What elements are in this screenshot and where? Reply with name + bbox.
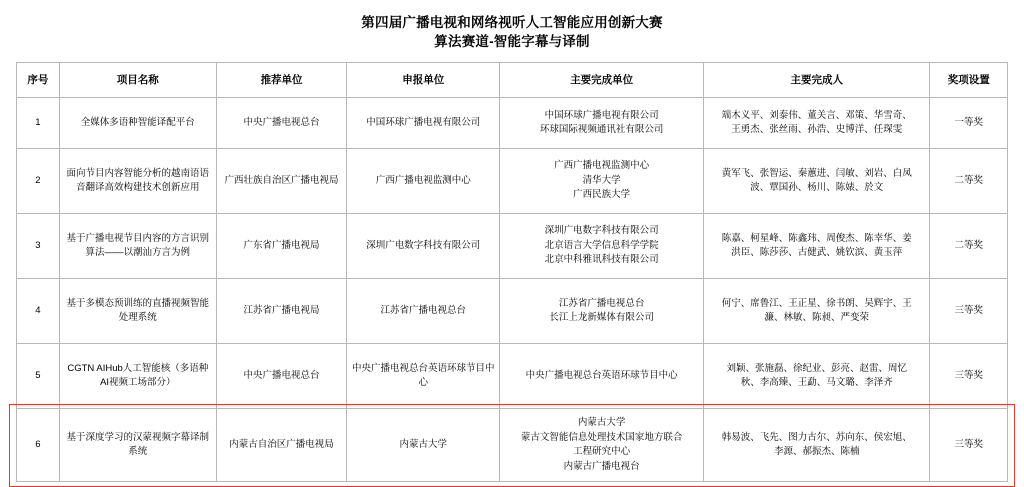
- cell-project: 全媒体多语种智能译配平台: [59, 98, 216, 149]
- unit-line: 长江上龙新媒体有限公司: [549, 312, 654, 323]
- title-line-1: 第四届广播电视和网络视听人工智能应用创新大赛: [361, 15, 663, 30]
- cell-people: [704, 149, 930, 214]
- cell-index: 5: [17, 344, 60, 409]
- cell-project: CGTN AIHub人工智能核（多语种AI视频工场部分）: [59, 344, 216, 409]
- unit-line: 中国环球广播电视有限公司: [544, 109, 659, 121]
- title-line-2: 算法赛道-智能字幕与译制: [434, 34, 590, 49]
- cell-people: [704, 409, 930, 482]
- cell-recommender: 中央广播电视总台: [216, 344, 347, 409]
- column-header-award: 奖项设置: [930, 63, 1008, 98]
- cell-project: 面向节目内容智能分析的越南语语音翻译高效构建技术创新应用: [59, 149, 216, 214]
- people-line: 洪臣、陈莎莎、古健武、姚钦滨、黄玉萍: [731, 247, 903, 258]
- column-header-units: 主要完成单位: [500, 63, 704, 98]
- cell-award: 二等奖: [930, 214, 1008, 279]
- cell-recommender: 广西壮族自治区广播电视局: [216, 149, 347, 214]
- cell-units: [500, 214, 704, 279]
- cell-people: [704, 279, 930, 344]
- column-header-project: 项目名称: [59, 63, 216, 98]
- column-header-people: 主要完成人: [704, 63, 930, 98]
- unit-line: 北京语言大学信息科学学院: [544, 239, 659, 251]
- cell-project: 基于广播电视节目内容的方言识别算法——以潮汕方言为例: [59, 214, 216, 279]
- people-line: 濂、林敏、陈昶、严变荣: [764, 312, 870, 323]
- cell-applicant: 内蒙古大学: [347, 409, 500, 482]
- cell-award: 三等奖: [930, 344, 1008, 409]
- people-line: 端木义平、刘泰伟、董关言、邓策、华雪奇、: [721, 109, 912, 121]
- people-line: 李源、郝振杰、陈楠: [774, 446, 860, 457]
- table-row: [17, 149, 1008, 214]
- award-table-wrap: [16, 62, 1008, 482]
- unit-line: 广西广播电视监测中心: [554, 160, 650, 172]
- cell-applicant: 江苏省广播电视总台: [347, 279, 500, 344]
- cell-award: 一等奖: [930, 98, 1008, 149]
- table-row: [17, 279, 1008, 344]
- column-header-recommender: 推荐单位: [216, 63, 347, 98]
- cell-award: 三等奖: [930, 409, 1008, 482]
- unit-line: 广西民族大学: [573, 189, 631, 201]
- unit-line: 江苏省广播电视总台: [558, 297, 645, 309]
- people-line: 秋、李高臻、王勐、马文璐、李泽齐: [740, 377, 893, 388]
- unit-line: 北京中科雅讯科技有限公司: [544, 254, 659, 266]
- people-line: 韩易波、飞先、图力古尔、苏向东、侯宏旭、: [721, 431, 912, 443]
- cell-people: [704, 214, 930, 279]
- table-row: [17, 344, 1008, 409]
- cell-applicant: 深圳广电数字科技有限公司: [347, 214, 500, 279]
- column-header-applicant: 申报单位: [347, 63, 500, 98]
- unit-line: 清华大学: [582, 174, 621, 186]
- award-table: [16, 62, 1008, 482]
- cell-applicant: 中央广播电视总台英语环球节目中心: [347, 344, 500, 409]
- unit-line: 环球国际视频通讯社有限公司: [539, 124, 664, 135]
- cell-recommender: 广东省广播电视局: [216, 214, 347, 279]
- people-line: 何宁、席鲁江、王正星、徐书朗、吴辉宇、王: [721, 297, 912, 309]
- cell-units: [500, 279, 704, 344]
- people-line: 王勇杰、张丝雨、孙浩、史博洋、任琛雯: [731, 124, 903, 135]
- unit-line: 内蒙古广播电视台: [563, 460, 640, 472]
- cell-project: 基于深度学习的汉蒙视频字幕译制系统: [59, 409, 216, 482]
- unit-line: 内蒙古大学: [577, 417, 626, 428]
- cell-units: [500, 98, 704, 149]
- cell-recommender: 中央广播电视总台: [216, 98, 347, 149]
- cell-units: [500, 149, 704, 214]
- unit-line: 深圳广电数字科技有限公司: [544, 225, 659, 237]
- table-row: [17, 214, 1008, 279]
- cell-award: 三等奖: [930, 279, 1008, 344]
- cell-applicant: 中国环球广播电视有限公司: [347, 98, 500, 149]
- cell-units: [500, 409, 704, 482]
- table-row-highlighted: [17, 409, 1008, 482]
- cell-people: [704, 98, 930, 149]
- cell-project: 基于多模态预训练的直播视频智能处理系统: [59, 279, 216, 344]
- cell-recommender: 江苏省广播电视局: [216, 279, 347, 344]
- cell-applicant: 广西广播电视监测中心: [347, 149, 500, 214]
- people-line: 黄军飞、张智运、秦蕙进、闫敏、刘岩、白凤: [721, 167, 912, 179]
- unit-line: 蒙古文智能信息处理技术国家地方联合: [520, 431, 683, 443]
- cell-index: 2: [17, 149, 60, 214]
- cell-units: [500, 344, 704, 409]
- unit-line: 中央广播电视总台英语环球节目中心: [525, 369, 678, 381]
- cell-index: 1: [17, 98, 60, 149]
- cell-index: 6: [17, 409, 60, 482]
- people-line: 陈嘉、柯星峰、陈鑫玮、周俊杰、陈幸华、姜: [721, 232, 912, 244]
- cell-people: [704, 344, 930, 409]
- document-title: [0, 0, 1024, 51]
- unit-line: 工程研究中心: [573, 446, 631, 457]
- cell-index: 3: [17, 214, 60, 279]
- cell-index: 4: [17, 279, 60, 344]
- people-line: 波、覃国孙、杨川、陈婊、於文: [750, 182, 884, 193]
- table-row: [17, 98, 1008, 149]
- cell-award: 二等奖: [930, 149, 1008, 214]
- cell-recommender: 内蒙古自治区广播电视局: [216, 409, 347, 482]
- people-line: 刘颖、张施磊、徐纪业、彭亮、赵雷、周忆: [726, 362, 908, 374]
- column-header-index: 序号: [17, 63, 60, 98]
- table-header-row: [17, 63, 1008, 98]
